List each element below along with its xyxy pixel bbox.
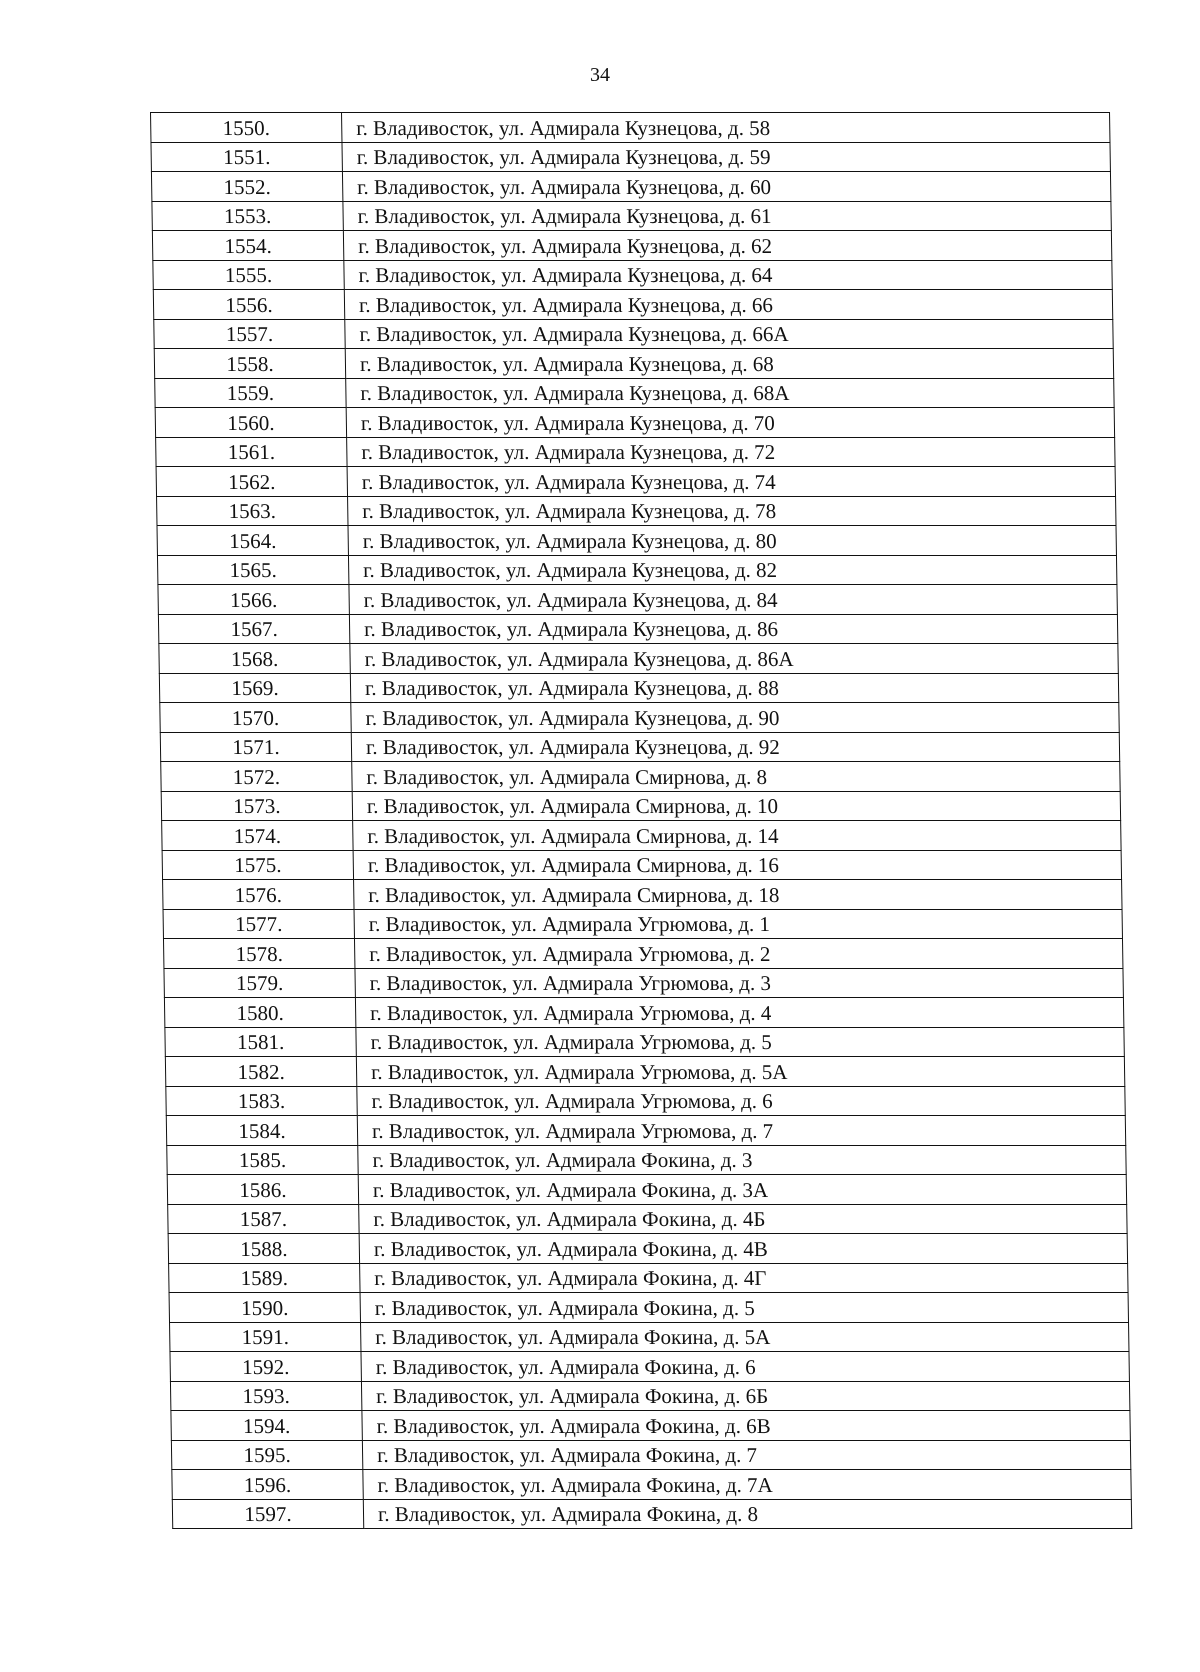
row-address: г. Владивосток, ул. Адмирала Угрюмова, д. 2 xyxy=(354,939,1122,969)
table-row xyxy=(168,1204,1127,1234)
table-row xyxy=(170,1352,1129,1382)
address-table-body xyxy=(151,113,1132,1529)
table-row xyxy=(165,1057,1124,1087)
row-address: г. Владивосток, ул. Адмирала Кузнецова, д. 90 xyxy=(351,703,1119,733)
row-address: г. Владивосток, ул. Адмирала Кузнецова, д. 66 xyxy=(344,290,1112,320)
row-number: 1556. xyxy=(153,290,344,320)
row-number: 1551. xyxy=(151,142,342,172)
table-row xyxy=(170,1381,1129,1411)
row-address: г. Владивосток, ул. Адмирала Кузнецова, д. 58 xyxy=(342,113,1110,143)
row-number: 1570. xyxy=(160,703,351,733)
table-row xyxy=(161,791,1120,821)
table-row xyxy=(166,1116,1125,1146)
row-address: г. Владивосток, ул. Адмирала Кузнецова, д. 66А xyxy=(345,319,1113,349)
row-number: 1581. xyxy=(165,1027,356,1057)
row-number: 1555. xyxy=(153,260,344,290)
row-number: 1592. xyxy=(170,1352,361,1382)
row-address: г. Владивосток, ул. Адмирала Фокина, д. 3А xyxy=(358,1175,1126,1205)
table-row xyxy=(157,526,1116,556)
table-row xyxy=(151,113,1110,143)
row-number: 1568. xyxy=(159,644,350,674)
table-row xyxy=(160,732,1119,762)
table-row xyxy=(160,703,1119,733)
row-address: г. Владивосток, ул. Адмирала Кузнецова, д. 59 xyxy=(342,142,1110,172)
row-number: 1576. xyxy=(163,880,354,910)
table-row xyxy=(152,231,1111,261)
row-address: г. Владивосток, ул. Адмирала Фокина, д. 7А xyxy=(363,1470,1131,1500)
row-address: г. Владивосток, ул. Адмирала Кузнецова, д. 64 xyxy=(344,260,1112,290)
row-address: г. Владивосток, ул. Адмирала Фокина, д. 4Б xyxy=(359,1204,1127,1234)
row-address: г. Владивосток, ул. Адмирала Фокина, д. 6 xyxy=(361,1352,1129,1382)
table-row xyxy=(168,1234,1127,1264)
table-row xyxy=(165,1027,1124,1057)
row-number: 1595. xyxy=(171,1440,362,1470)
row-address: г. Владивосток, ул. Адмирала Кузнецова, д. 86А xyxy=(350,644,1118,674)
table-row xyxy=(169,1263,1128,1293)
table-row xyxy=(164,998,1123,1028)
row-address: г. Владивосток, ул. Адмирала Смирнова, д. 16 xyxy=(353,850,1121,880)
row-address: г. Владивосток, ул. Адмирала Угрюмова, д. 5 xyxy=(356,1027,1124,1057)
table-row xyxy=(163,880,1122,910)
row-number: 1554. xyxy=(152,231,343,261)
row-address: г. Владивосток, ул. Адмирала Фокина, д. 4Г xyxy=(360,1263,1128,1293)
table-row xyxy=(172,1499,1131,1529)
row-address: г. Владивосток, ул. Адмирала Фокина, д. 8 xyxy=(363,1499,1131,1529)
page-number: 34 xyxy=(590,64,610,86)
row-address: г. Владивосток, ул. Адмирала Кузнецова, д. 86 xyxy=(349,614,1117,644)
row-number: 1597. xyxy=(172,1499,363,1529)
row-number: 1584. xyxy=(166,1116,357,1146)
row-number: 1577. xyxy=(163,909,354,939)
row-number: 1582. xyxy=(165,1057,356,1087)
row-number: 1572. xyxy=(161,762,352,792)
row-address: г. Владивосток, ул. Адмирала Угрюмова, д. 1 xyxy=(354,909,1122,939)
row-number: 1559. xyxy=(155,378,346,408)
table-row xyxy=(159,644,1118,674)
table-row xyxy=(154,349,1113,379)
table-row xyxy=(164,968,1123,998)
row-number: 1565. xyxy=(157,555,348,585)
row-address: г. Владивосток, ул. Адмирала Фокина, д. 6В xyxy=(362,1411,1130,1441)
row-number: 1557. xyxy=(154,319,345,349)
row-address: г. Владивосток, ул. Адмирала Фокина, д. 5 xyxy=(360,1293,1128,1323)
row-address: г. Владивосток, ул. Адмирала Угрюмова, д. 6 xyxy=(357,1086,1125,1116)
row-address: г. Владивосток, ул. Адмирала Смирнова, д. 10 xyxy=(352,791,1120,821)
row-number: 1569. xyxy=(159,673,350,703)
row-number: 1567. xyxy=(158,614,349,644)
row-address: г. Владивосток, ул. Адмирала Кузнецова, д. 68А xyxy=(346,378,1114,408)
row-number: 1585. xyxy=(167,1145,358,1175)
table-row xyxy=(151,142,1110,172)
row-number: 1550. xyxy=(151,113,342,143)
row-number: 1594. xyxy=(171,1411,362,1441)
row-number: 1580. xyxy=(164,998,355,1028)
row-number: 1571. xyxy=(160,732,351,762)
row-address: г. Владивосток, ул. Адмирала Кузнецова, д. 72 xyxy=(347,437,1115,467)
table-row xyxy=(152,201,1111,231)
row-number: 1596. xyxy=(172,1470,363,1500)
table-row xyxy=(162,821,1121,851)
row-address: г. Владивосток, ул. Адмирала Фокина, д. 4В xyxy=(359,1234,1127,1264)
table-row xyxy=(161,762,1120,792)
row-number: 1564. xyxy=(157,526,348,556)
table-row xyxy=(167,1175,1126,1205)
row-address: г. Владивосток, ул. Адмирала Кузнецова, д. 62 xyxy=(343,231,1111,261)
row-number: 1587. xyxy=(168,1204,359,1234)
row-address: г. Владивосток, ул. Адмирала Кузнецова, д. 61 xyxy=(343,201,1111,231)
table-row xyxy=(170,1322,1129,1352)
row-number: 1586. xyxy=(167,1175,358,1205)
row-address: г. Владивосток, ул. Адмирала Кузнецова, д. 82 xyxy=(348,555,1116,585)
row-number: 1573. xyxy=(161,791,352,821)
table-row xyxy=(154,319,1113,349)
table-row xyxy=(153,290,1112,320)
table-row xyxy=(171,1411,1130,1441)
table-row xyxy=(162,850,1121,880)
row-number: 1562. xyxy=(156,467,347,497)
row-address: г. Владивосток, ул. Адмирала Кузнецова, д. 80 xyxy=(348,526,1116,556)
row-address: г. Владивосток, ул. Адмирала Смирнова, д. 18 xyxy=(354,880,1122,910)
table-row xyxy=(163,909,1122,939)
row-address: г. Владивосток, ул. Адмирала Угрюмова, д. 4 xyxy=(355,998,1123,1028)
row-address: г. Владивосток, ул. Адмирала Кузнецова, д. 68 xyxy=(345,349,1113,379)
row-address: г. Владивосток, ул. Адмирала Кузнецова, д. 78 xyxy=(348,496,1116,526)
row-address: г. Владивосток, ул. Адмирала Кузнецова, д. 88 xyxy=(350,673,1118,703)
row-address: г. Владивосток, ул. Адмирала Кузнецова, д. 92 xyxy=(351,732,1119,762)
row-address: г. Владивосток, ул. Адмирала Кузнецова, д. 74 xyxy=(347,467,1115,497)
address-table xyxy=(150,112,1132,1529)
table-row xyxy=(157,496,1116,526)
table-row xyxy=(153,260,1112,290)
table-row xyxy=(151,172,1110,202)
table-row xyxy=(169,1293,1128,1323)
row-address: г. Владивосток, ул. Адмирала Угрюмова, д. 5А xyxy=(356,1057,1124,1087)
table-row xyxy=(156,437,1115,467)
table-row xyxy=(155,408,1114,438)
row-number: 1591. xyxy=(170,1322,361,1352)
row-address: г. Владивосток, ул. Адмирала Угрюмова, д. 7 xyxy=(357,1116,1125,1146)
row-address: г. Владивосток, ул. Адмирала Фокина, д. 6Б xyxy=(361,1381,1129,1411)
table-row xyxy=(159,673,1118,703)
row-number: 1566. xyxy=(158,585,349,615)
row-number: 1563. xyxy=(157,496,348,526)
row-address: г. Владивосток, ул. Адмирала Фокина, д. 7 xyxy=(362,1440,1130,1470)
row-number: 1575. xyxy=(162,850,353,880)
row-address: г. Владивосток, ул. Адмирала Смирнова, д. 8 xyxy=(352,762,1120,792)
row-address: г. Владивосток, ул. Адмирала Угрюмова, д. 3 xyxy=(355,968,1123,998)
table-row xyxy=(158,614,1117,644)
table-row xyxy=(166,1086,1125,1116)
table-row xyxy=(163,939,1122,969)
table-row xyxy=(156,467,1115,497)
row-address: г. Владивосток, ул. Адмирала Кузнецова, д. 60 xyxy=(342,172,1110,202)
row-address: г. Владивосток, ул. Адмирала Кузнецова, д. 84 xyxy=(349,585,1117,615)
row-number: 1583. xyxy=(166,1086,357,1116)
row-number: 1589. xyxy=(169,1263,360,1293)
row-number: 1553. xyxy=(152,201,343,231)
row-number: 1558. xyxy=(154,349,345,379)
row-number: 1561. xyxy=(156,437,347,467)
row-number: 1590. xyxy=(169,1293,360,1323)
row-number: 1579. xyxy=(164,968,355,998)
row-address: г. Владивосток, ул. Адмирала Смирнова, д. 14 xyxy=(353,821,1121,851)
row-number: 1552. xyxy=(151,172,342,202)
row-address: г. Владивосток, ул. Адмирала Фокина, д. 5А xyxy=(361,1322,1129,1352)
row-number: 1560. xyxy=(155,408,346,438)
table-row xyxy=(158,585,1117,615)
table-row xyxy=(157,555,1116,585)
row-number: 1593. xyxy=(170,1381,361,1411)
row-number: 1588. xyxy=(168,1234,359,1264)
table-row xyxy=(172,1470,1131,1500)
table-row xyxy=(167,1145,1126,1175)
row-number: 1578. xyxy=(163,939,354,969)
table-row xyxy=(155,378,1114,408)
row-address: г. Владивосток, ул. Адмирала Фокина, д. 3 xyxy=(358,1145,1126,1175)
row-address: г. Владивосток, ул. Адмирала Кузнецова, д. 70 xyxy=(346,408,1114,438)
table-row xyxy=(171,1440,1130,1470)
row-number: 1574. xyxy=(162,821,353,851)
